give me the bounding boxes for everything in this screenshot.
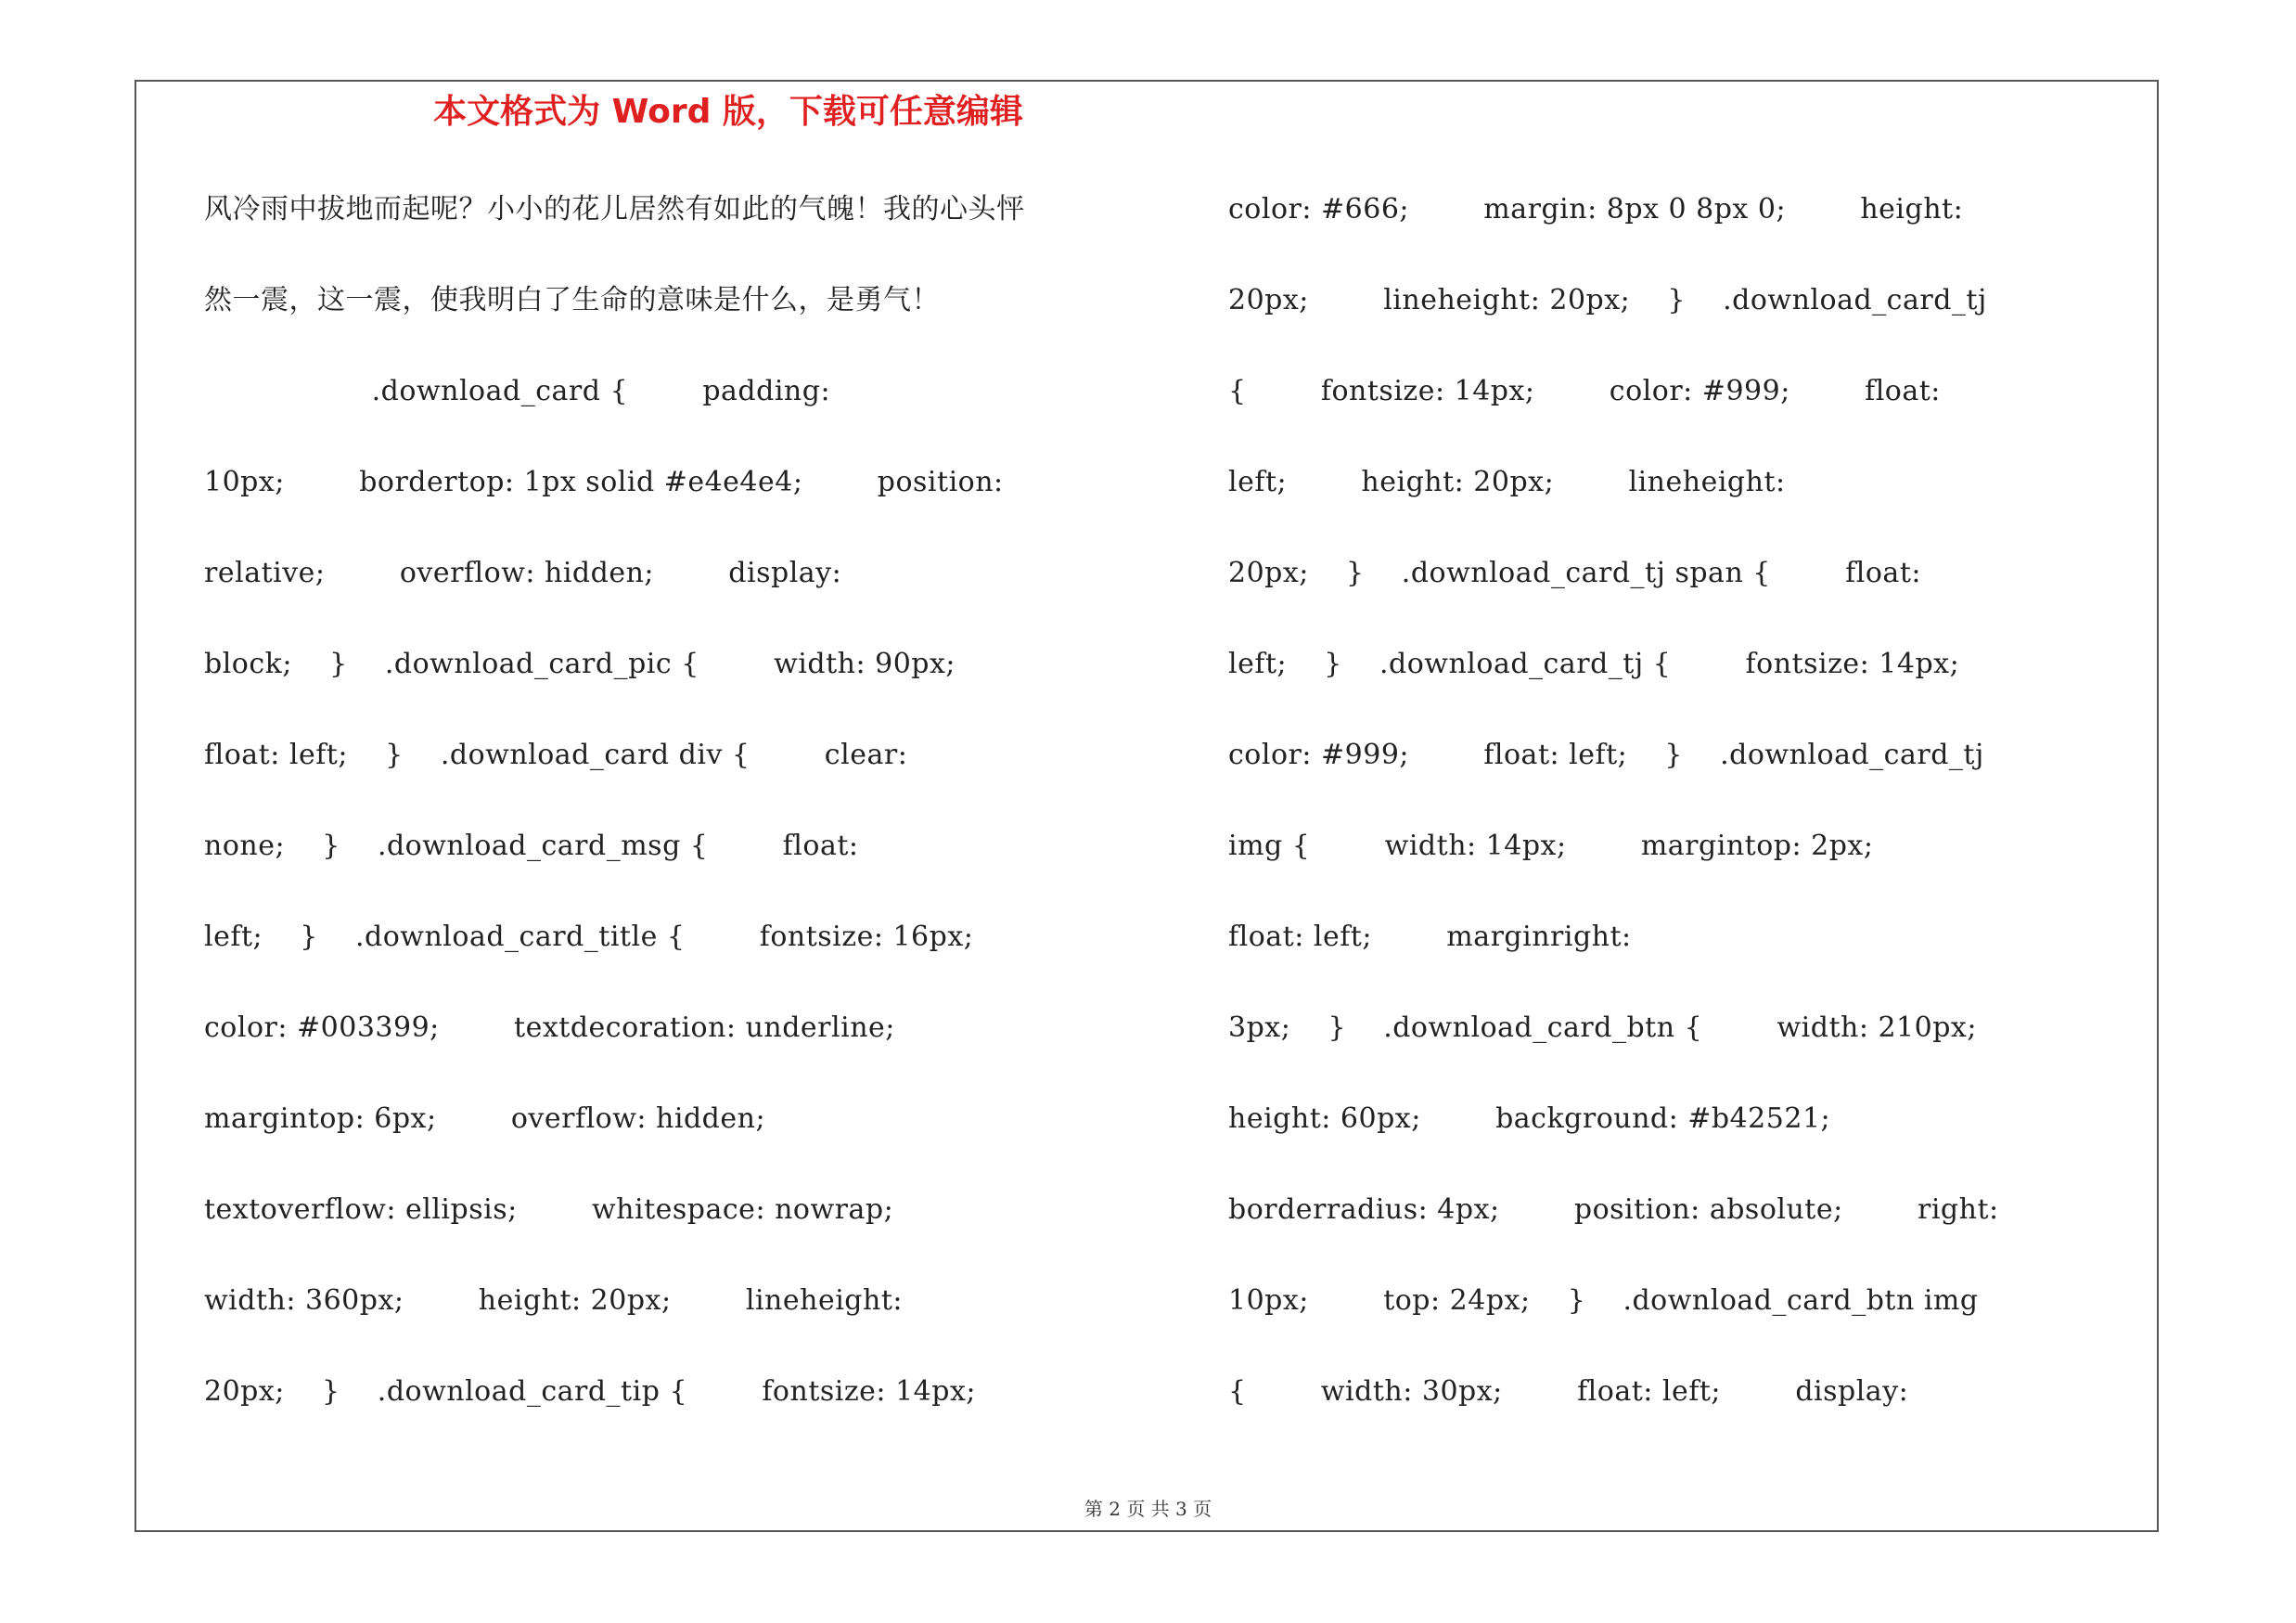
- text-line: color: #666; margin: 8px 0 8px 0; height:: [1228, 193, 1964, 225]
- text-line: 20px; lineheight: 20px; } .download_card_tj: [1228, 284, 1987, 316]
- text-line: 风冷雨中拔地而起呢？小小的花儿居然有如此的气魄！我的心头怦: [204, 193, 1025, 225]
- text-line: 10px; top: 24px; } .download_card_btn img: [1228, 1284, 1979, 1317]
- text-line: left; height: 20px; lineheight:: [1228, 466, 1786, 498]
- text-line: width: 360px; height: 20px; lineheight:: [204, 1284, 903, 1317]
- text-line: float: left; marginright:: [1228, 921, 1632, 953]
- header-banner: 本文格式为 Word 版，下载可任意编辑: [433, 93, 1023, 131]
- text-line: 20px; } .download_card_tip { fontsize: 14px;: [204, 1375, 976, 1408]
- text-line: { fontsize: 14px; color: #999; float:: [1228, 375, 1941, 407]
- text-line: left; } .download_card_title { fontsize: 16px;: [204, 921, 974, 953]
- text-line: color: #003399; textdecoration: underline;: [204, 1011, 895, 1044]
- page-number-footer: 第 2 页 共 3 页: [1084, 1498, 1212, 1520]
- text-line: { width: 30px; float: left; display:: [1228, 1375, 1909, 1408]
- text-line: 20px; } .download_card_tj span { float:: [1228, 557, 1921, 589]
- text-line: block; } .download_card_pic { width: 90px;: [204, 648, 956, 680]
- text-line: textoverflow: ellipsis; whitespace: nowrap;: [204, 1193, 894, 1226]
- text-line: 10px; bordertop: 1px solid #e4e4e4; position:: [204, 466, 1004, 498]
- text-line: .download_card { padding:: [204, 375, 831, 407]
- text-line: float: left; } .download_card div { clear:: [204, 739, 908, 771]
- text-line: borderradius: 4px; position: absolute; right:: [1228, 1193, 1999, 1226]
- text-line: height: 60px; background: #b42521;: [1228, 1102, 1831, 1135]
- text-line: none; } .download_card_msg { float:: [204, 830, 859, 862]
- text-line: margintop: 6px; overflow: hidden;: [204, 1102, 766, 1135]
- text-line: color: #999; float: left; } .download_card_tj: [1228, 739, 1984, 771]
- text-line: relative; overflow: hidden; display:: [204, 557, 842, 589]
- text-line: img { width: 14px; margintop: 2px;: [1228, 830, 1874, 862]
- text-line: 3px; } .download_card_btn { width: 210px;: [1228, 1011, 1977, 1044]
- text-line: left; } .download_card_tj { fontsize: 14px;: [1228, 648, 1960, 680]
- text-line: 然一震，这一震，使我明白了生命的意味是什么，是勇气！: [204, 284, 940, 316]
